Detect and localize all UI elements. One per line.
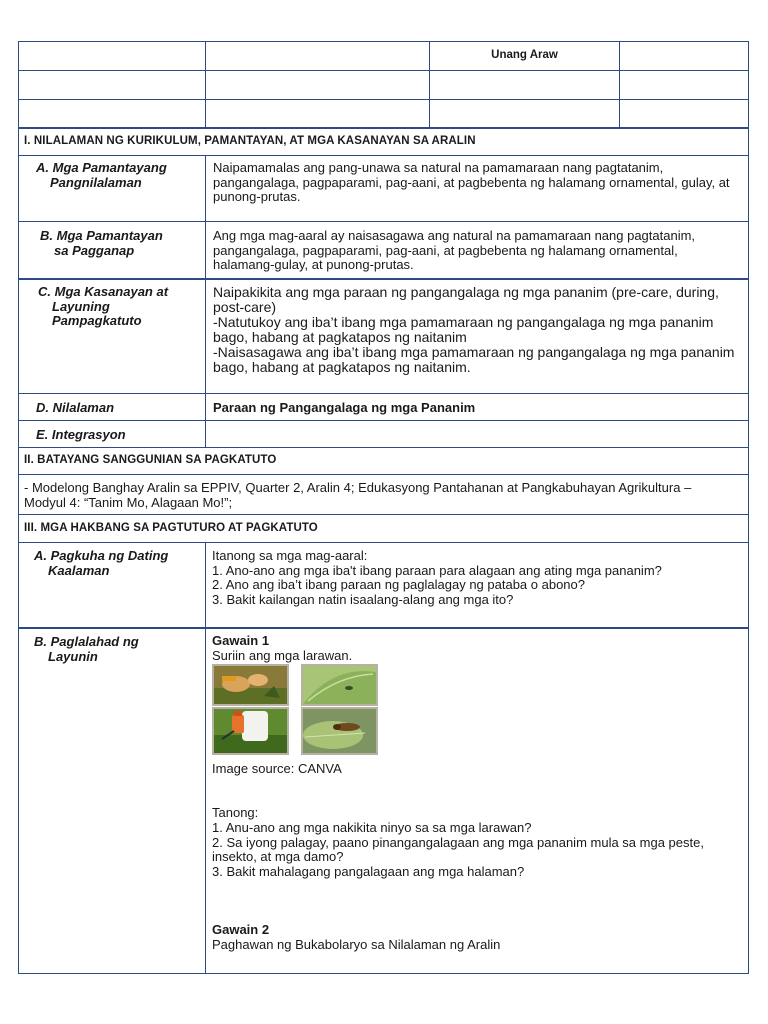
photo-leaf-with-bug [301,664,378,706]
row-label-pamantayang-pangnilalaman: A. Mga Pamantayang Pangnilalaman [36,160,167,190]
row-text-nilalaman: Paraan ng Pangangalaga ng mga Pananim [213,400,476,415]
row-label-pamantayan-pagganap: B. Mga Pamantayan sa Pagganap [40,228,163,258]
section-1-title: I. NILALAMAN NG KURIKULUM, PAMANTAYAN, AT MGA KASANAYAN SA ARALIN [24,135,476,147]
row-text-pamantayan-pagganap: Ang mga mag-aaral ay naisasagawa ang natural na pamamaraan nang pagtatanim, pangangalaga, pagpaparami, pag-aani, at pagbebenta ng halamang ornamental, halamang-gulay, at punong-prutas. [213,228,696,273]
photo-leaf-with-insect [301,707,378,755]
row-label-kasanayan-layunin: C. Mga Kasanayan at Layuning Pampagkatuto [38,284,169,329]
section-3-title: III. MGA HAKBANG SA PAGTUTURO AT PAGKATUTO [24,522,318,534]
photo-spraying-plants [212,707,289,755]
section-2-reference: - Modelong Banghay Aralin sa EPPIV, Quarter 2, Aralin 4; Edukasyong Pantahanan at Pangkabuhayan Agrikultura – Modyul 4: “Tanim Mo, Alagaan Mo!”; [24,480,692,510]
gawain-1-heading: Gawain 1 [212,633,270,648]
row-text-kasanayan-layunin: Naipakikita ang mga paraan ng pangangalaga ng mga pananim (pre-care, during, post-care) -Natutukoy ang iba’t ibang mga pamamaraan ng pangangalaga ng mga pananim bago, habang at pagkatapos ng naitanim -Naisasagawa ang iba’t ibang mga pamamaraan ng pangangalaga ng mga pananim bago, habang at pagkatapos ng naitanim. [213,284,735,375]
tanong-heading: Tanong: [212,805,259,820]
tanong-list: 1. Anu-ano ang mga nakikita ninyo sa sa mga larawan? 2. Sa iyong palagay, paano pinangangalagaan ang mga pananim mula sa mga peste, insekto, at mga damo? 3. Bakit mahalagang pangalagaan ang mga halaman? [212,820,704,880]
header-day-label: Unang Araw [491,49,558,61]
row-label-integrasyon: E. Integrasyon [36,427,126,442]
gawain-2-text: Paghawan ng Bukabolaryo sa Nilalaman ng Aralin [212,937,501,952]
photo-gardening-hands [212,664,289,706]
image-source-caption: Image source: CANVA [212,761,342,776]
row-label-dating-kaalaman: A. Pagkuha ng Dating Kaalaman [34,548,169,578]
row-label-paglalahad-layunin: B. Paglalahad ng Layunin [34,634,139,664]
row-label-nilalaman: D. Nilalaman [36,400,115,415]
gawain-1-instruction: Suriin ang mga larawan. [212,648,353,663]
row-text-pamantayang-pangnilalaman: Naipamamalas ang pang-unawa sa natural na pamamaraan nang pagtatanim, pangangalaga, pagpaparami, pag-aani, at pagbebenta ng halamang ornamental, gulay, at punong-prutas. [213,160,730,205]
section-2-title: II. BATAYANG SANGGUNIAN SA PAGKATUTO [24,454,277,466]
row-text-dating-kaalaman: Itanong sa mga mag-aaral: 1. Ano-ano ang mga iba't ibang paraan para alagaan ang ating mga pananim? 2. Ano ang iba’t ibang paraan ng paglalagay ng pataba o abono? 3. Bakit kailangan natin isaalang-alang ang mga ito? [212,548,662,608]
gawain-2-heading: Gawain 2 [212,922,270,937]
